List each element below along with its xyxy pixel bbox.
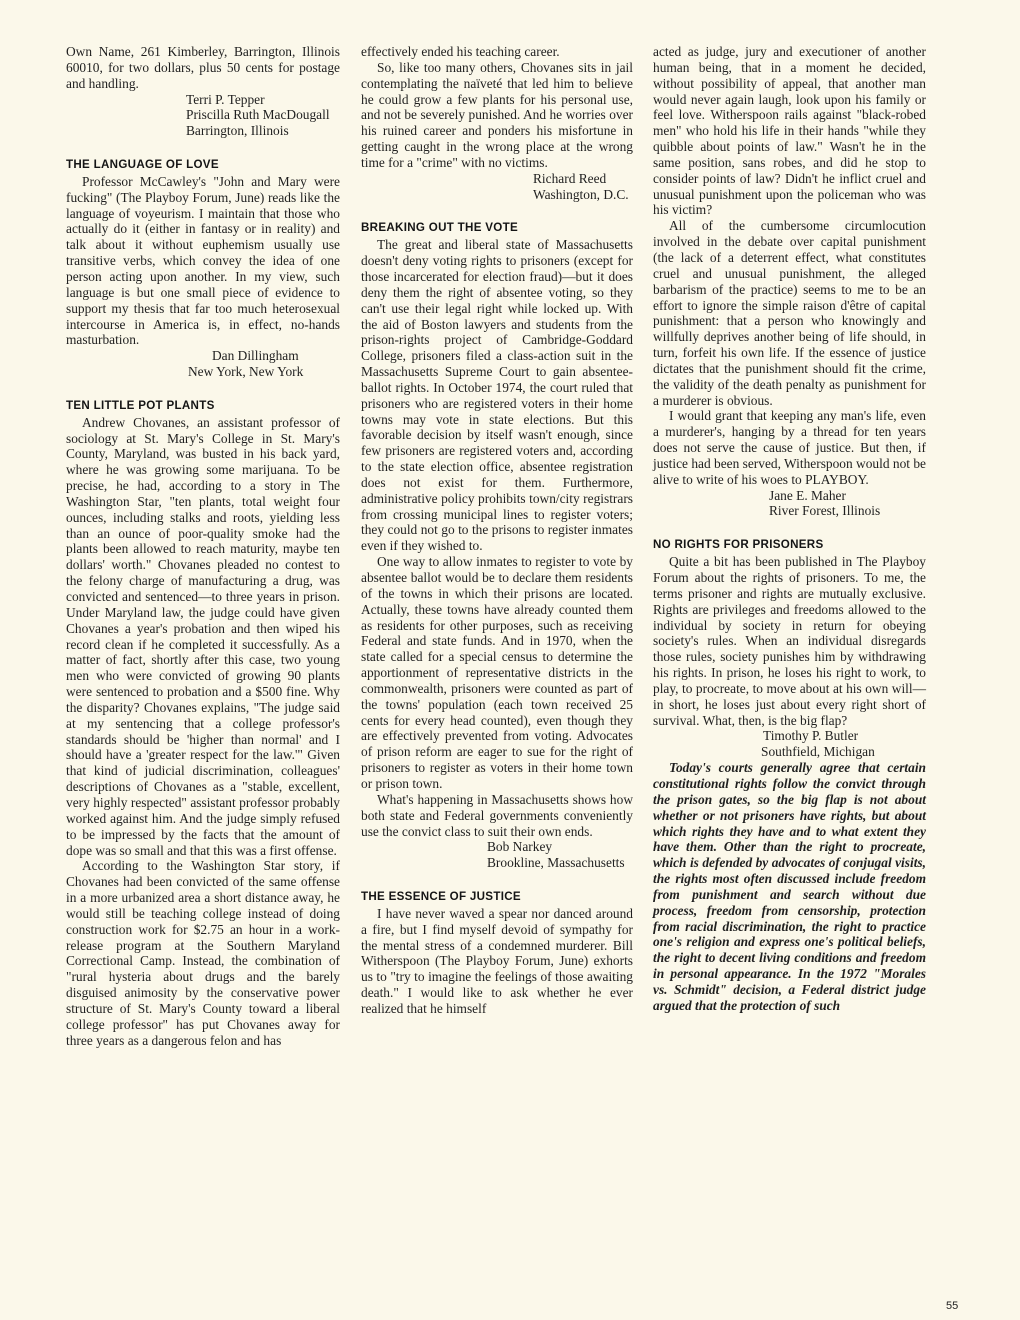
signature-location: New York, New York	[188, 364, 304, 380]
signature-location: Washington, D.C.	[533, 186, 629, 202]
letter-paragraph: All of the cumbersome circumlocution involved in the debate over capital punishment (the lack of a deterrent effect, what constitutes cruel and unusual punishment, the alleged barbarism of the practice) seems to me to be an effort to ignore the simple raison d'être of capital punishment: that a person who knowingly and willfully deprives another being of life should, in turn, forfeit his own life. If the essence of justice dictates that the punishment should fit the crime, the validity of the death penalty as punishment for a murderer is obvious.	[653, 218, 926, 408]
signature-location: Southfield, Michigan	[761, 744, 875, 760]
letter-paragraph: According to the Washington Star story, if Chovanes had been convicted of the same offense in a more urbanized area a short distance away, he would still be teaching college instead of doing construction work for $2.75 an hour in a work-release program at the Southern Maryland Correctional Camp. Instead, the combination of "rural hysteria about drugs and the barely disguised animosity by the conservative power structure of St. Mary's County toward a liberal college professor" has put Chovanes away for three years as a dangerous felon and has	[66, 858, 340, 1048]
signature-name: Priscilla Ruth MacDougall	[186, 107, 330, 123]
letter-paragraph: What's happening in Massachusetts shows how both state and Federal governments conveniently use the convict class to suit their own ends.	[361, 791, 633, 839]
section-heading-essence-of-justice: THE ESSENCE OF JUSTICE	[361, 890, 521, 904]
signature-location: River Forest, Illinois	[769, 503, 881, 519]
column-left	[66, 44, 340, 1048]
letter-paragraph: I have never waved a spear nor danced around a fire, but I find myself devoid of sympathy for the mental stress of a condemned murderer. Bill Witherspoon (The Playboy Forum, June) exhorts us to "try to imagine the feelings of those awaiting death." I would like to ask whether he ever realized that he himself	[361, 905, 633, 1016]
letter-paragraph: So, like too many others, Chovanes sits in jail contemplating the naïveté that led him to believe he could grow a few plants for his personal use, and not be severely punished. And he worries over his ruined career and ponders his misfortune in getting caught in the wrong place at the wrong time for a "crime" with no victims.	[361, 59, 633, 170]
page-number: 55	[946, 1300, 959, 1312]
signature-name: Terri P. Tepper	[186, 91, 265, 107]
letter-paragraph: Andrew Chovanes, an assistant professor of sociology at St. Mary's College in St. Mary's County, Maryland, was busted in his back yard, where he was growing some marijuana. To be precise, he had, according to a story in The Washington Star, "ten plants, total weight four ounces, including stalks and roots, yielding less than an ounce of poor-quality smoke had the plants been allowed to reach maturity, maybe ten dollars' worth." Chovanes pleaded no contest to the felony charge of manufacturing a drug, was convicted and sentenced—to three years in prison. Under Maryland law, the judge could have given Chovanes a year's probation and then wiped his record clean if he completed it successfully. As a matter of fact, shortly after this case, two young men who were convicted of growing 90 plants were sentenced to probation and a $500 fine. Why the disparity? Chovanes explains, "The judge said at my sentencing that a college professor's standards should be 'higher than normal' and I should have a 'greater respect for the law.'" Given that kind of judicial discrimination, colleagues' descriptions of Chovanes as a "stable, excellent, very highly respected" assistant professor probably worked against him. And the judge simply refused to be impressed by the facts that the amount of dope was so small and that this was a first offense.	[66, 414, 340, 858]
letter-ending-paragraph: Own Name, 261 Kimberley, Barrington, Illinois 60010, for two dollars, plus 50 cents for postage and handling.	[66, 44, 340, 91]
signature-name: Dan Dillingham	[212, 348, 299, 364]
section-heading-ten-little-pot-plants: TEN LITTLE POT PLANTS	[66, 398, 215, 412]
letter-paragraph: One way to allow inmates to register to vote by absentee ballot would be to declare them residents of the towns in which their prisons are located. Actually, these towns have already counted them as residents for other purposes, such as receiving Federal and state funds. And in 1970, when the state called for a special census to determine the apportionment of representative districts in the commonwealth, prisoners were counted as part of the towns' population (each town received 25 cents for every head counted), even though they are effectively prevented from voting. Advocates of prison reform are eager to sue for the right of prisoners to register as voters in their home town or prison town.	[361, 554, 633, 791]
letter-paragraph: Professor McCawley's "John and Mary were fucking" (The Playboy Forum, June) reads like the language of voyeurism. I maintain that those who actually do it (either in fantasy or in reality) and talk about it without euphemism usually use transitive verbs, which convey the idea of one person acting upon another. In my view, such language is but one small piece of evidence to support my thesis that far too much heterosexual intercourse in America is, in effect, no-hands masturbation.	[66, 173, 340, 348]
signature-location: Barrington, Illinois	[186, 123, 289, 139]
editor-response-paragraph: Today's courts generally agree that certain constitutional rights follow the convict through the prison gates, so the big flap is not about whether or not prisoners have rights, but about which rights they have and to what extent they have them. Other than the right to procreate, which is defended by advocates of conjugal visits, the rights most often discussed include freedom from punishment and search without due process, freedom from censorship, protection from racial discrimination, the right to practice one's religion and express one's political beliefs, the right to decent living conditions and freedom in personal appearance. In the 1972 "Morales vs. Schmidt" decision, a Federal district judge argued that the protection of such	[653, 760, 926, 1013]
signature-name: Bob Narkey	[487, 839, 553, 855]
signature-location: Brookline, Massachusetts	[487, 855, 625, 871]
section-heading-no-rights-for-prisoners: NO RIGHTS FOR PRISONERS	[653, 538, 824, 552]
letter-continuation-paragraph: effectively ended his teaching career.	[361, 44, 560, 59]
column-middle	[361, 44, 633, 1017]
section-heading-breaking-out-the-vote: BREAKING OUT THE VOTE	[361, 221, 519, 235]
section-heading-language-of-love: THE LANGUAGE OF LOVE	[66, 158, 219, 172]
signature-name: Timothy P. Butler	[763, 728, 859, 744]
signature-name: Richard Reed	[533, 170, 607, 186]
letter-continuation-paragraph: acted as judge, jury and executioner of another human being, that in a moment he decided, without possibility of appeal, that another man would never again laugh, look upon his family or feel love. Witherspoon rails against "black-robed men" who hold his life in their hands "while they quibble about points of law." Wasn't he in the same position, sans robes, and did he stop to consider points of law? Didn't he inflict cruel and unusual punishment upon the policeman who was his victim?	[653, 44, 926, 218]
column-right	[653, 44, 926, 1014]
signature-name: Jane E. Maher	[769, 487, 846, 503]
letter-paragraph: The great and liberal state of Massachusetts doesn't deny voting rights to prisoners (except for those incarcerated for election fraud)—but it does deny them the right of absentee voting, so they can't use their legal right while locked up. With the aid of Boston lawyers and students from the prison-rights project of Cambridge-Goddard College, prisoners filed a class-action suit in the Massachusetts Supreme Court to gain absentee-ballot rights. In October 1974, the court ruled that prisoners who are registered voters in their home towns may vote in state elections. But this favorable decision by itself wasn't enough, since few prisoners are registered voters and, according to the state election office, absentee registration does not exist for them. Furthermore, administrative policy prohibits town/city registrars from crossing municipal lines to register voters; they could not go to the prisons to register inmates even if they wished to.	[361, 237, 633, 554]
letter-paragraph: I would grant that keeping any man's life, even a murderer's, hanging by a thread for ten years does not serve the cause of justice. But then, if justice had been served, Witherspoon would not be alive to write of his woes to PLAYBOY.	[653, 408, 926, 487]
letter-paragraph: Quite a bit has been published in The Playboy Forum about the rights of prisoners. To me, the terms prisoner and rights are mutually exclusive. Rights are privileges and freedoms allowed to the individual by society in return for obeying society's rules. When an individual disregards those rules, society punishes him by withdrawing his rights. In prison, he loses his right to work, to play, to procreate, to move about at his own will—in short, he loses just about every right short of survival. What, then, is the big flap?	[653, 554, 926, 728]
